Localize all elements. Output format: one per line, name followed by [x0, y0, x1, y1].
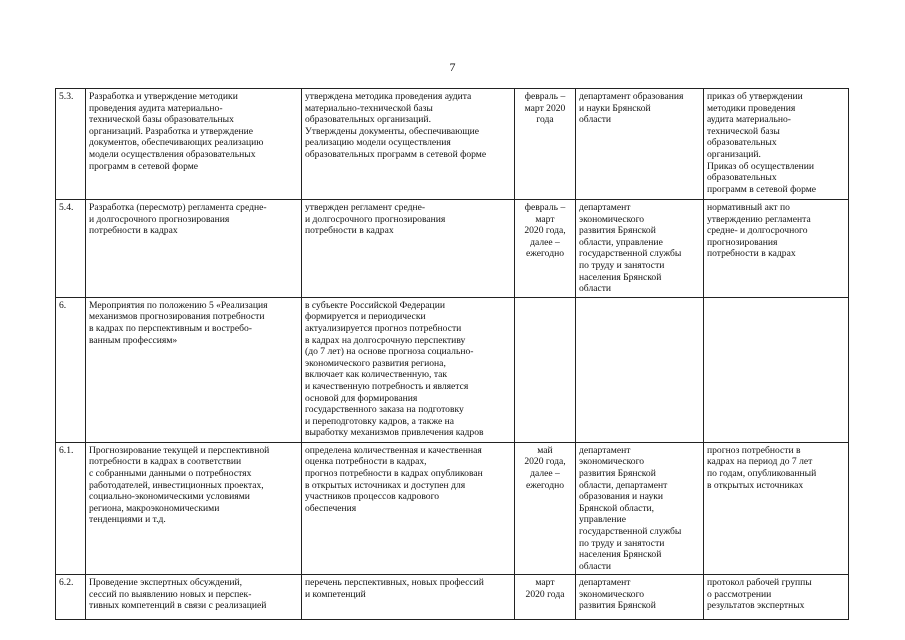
item-number-cell: 6.1. — [56, 442, 86, 575]
cell-text-line: государственной службы — [579, 525, 682, 537]
table-row — [56, 575, 849, 620]
cell-text-line: выработку механизмов привлечения кадров — [305, 427, 484, 439]
cell-text-line: области — [579, 283, 612, 295]
executor-cell — [576, 200, 704, 298]
term-cell — [515, 575, 576, 620]
cell-text-line: и переподготовку кадров, а также на — [305, 415, 455, 427]
cell-text-line: нормативный акт по — [707, 202, 790, 213]
item-number-cell: 5.4. — [56, 200, 86, 298]
cell-text-line: протокол рабочей группы — [707, 577, 812, 589]
cell-text-line: в открытых источниках и доступен для — [305, 479, 466, 491]
table-row — [56, 89, 849, 200]
cell-text-line: образования и науки — [579, 491, 664, 503]
cell-text-line: ежегодно — [525, 248, 565, 260]
cell-text-line: потребности в кадрах — [89, 225, 178, 237]
cell-text-line: государственной службы — [579, 248, 682, 260]
cell-text-line: в кадрах по перспективным и востребо- — [89, 322, 252, 334]
cell-text-line: тенденциями и т.д. — [89, 514, 166, 526]
cell-text-line: ванным профессиям» — [89, 334, 178, 346]
cell-text-line: актуализируется прогноз потребности — [305, 322, 462, 334]
term-cell — [515, 200, 576, 298]
cell-text-line: утверждению регламента — [707, 213, 811, 225]
cell-text-line: развития Брянской — [579, 225, 656, 237]
cell-text-line: результатов экспертных — [707, 600, 805, 612]
cell-text-line: модели осуществления образовательных — [89, 148, 256, 160]
cell-text-line: области — [579, 114, 612, 126]
document-cell — [704, 442, 849, 575]
term-cell — [515, 442, 576, 575]
cell-text-line: образовательных организаций. — [305, 114, 431, 126]
cell-text-line: проведения аудита материально- — [89, 102, 223, 114]
cell-text-line: Проведение экспертных обсуждений, — [89, 577, 243, 589]
executor-cell — [576, 89, 704, 200]
cell-text-line: прогноз потребности в — [707, 444, 801, 456]
page-number: 7 — [449, 60, 456, 74]
cell-text-line: управление — [579, 514, 626, 526]
cell-text-line: (до 7 лет) на основе прогноза социально- — [305, 346, 474, 358]
item-number-cell: 5.3. — [56, 89, 86, 200]
cell-text-line: образовательных — [707, 172, 777, 184]
cell-text-line: с собранными данными о потребностях — [89, 467, 252, 479]
cell-text-line: и долгосрочного прогнозирования — [305, 213, 446, 225]
cell-text-line: тивных компетенций в связи с реализацией — [89, 600, 267, 612]
cell-text-line: основой для формирования — [305, 392, 418, 404]
cell-text-line: приказ об утверждении — [707, 91, 803, 102]
cell-text-line: март — [535, 213, 555, 225]
cell-text-line: Утверждены документы, обеспечивающие — [305, 125, 480, 137]
executor-cell — [576, 442, 704, 575]
cell-text-line: технической базы — [707, 125, 780, 137]
cell-text-line: программ в сетевой форме — [707, 183, 817, 195]
cell-text-line: Мероприятия по положению 5 «Реализация — [89, 299, 268, 311]
cell-text-line: март 2020 — [524, 102, 566, 114]
cell-text-line: Разработка и утверждение методики — [89, 91, 238, 102]
cell-text-line: утвержден регламент средне- — [305, 202, 426, 213]
result-cell — [302, 442, 515, 575]
cell-text-line: в субъекте Российской Федерации — [305, 299, 445, 311]
cell-text-line: экономического — [579, 456, 645, 468]
cell-text-line: Прогнозирование текущей и перспективной — [89, 444, 270, 456]
cell-text-line: далее – — [530, 467, 560, 479]
cell-text-line: Брянской области, — [579, 502, 655, 514]
cell-text-line: документов, обеспечивающих реализацию — [89, 137, 264, 149]
cell-text-line: Приказ об осуществлении — [707, 160, 815, 172]
cell-text-line: экономического — [579, 588, 645, 600]
cell-text-line: экономического — [579, 213, 645, 225]
cell-text-line: департамент — [579, 444, 631, 456]
cell-text-line: участников процессов кадрового — [305, 491, 440, 503]
cell-text-line: по труду и занятости — [579, 537, 665, 549]
result-cell — [302, 89, 515, 200]
item-number-cell: 6.2. — [56, 575, 86, 620]
cell-text-line: и компетенций — [305, 588, 366, 600]
cell-text-line: 2020 года — [525, 588, 565, 600]
cell-text-line: аудита материально- — [707, 114, 791, 126]
cell-text-line: реализацию модели осуществления — [305, 137, 451, 149]
cell-text-line: материально-технической базы — [305, 102, 433, 114]
table-row — [56, 200, 849, 298]
cell-text-line: утверждена методика проведения аудита — [305, 91, 472, 102]
plan-table — [55, 88, 849, 620]
cell-text-line: май — [537, 444, 553, 456]
cell-text-line: февраль – — [524, 202, 566, 213]
document-cell — [704, 575, 849, 620]
cell-text-line: потребности в кадрах в соответствии — [89, 456, 242, 468]
cell-text-line: работодателей, инвестиционных проектах, — [89, 479, 264, 491]
cell-text-line: социально-экономическими условиями — [89, 491, 250, 503]
cell-text-line: обеспечения — [305, 502, 357, 514]
cell-text-line: в открытых источниках — [707, 479, 804, 491]
cell-text-line: потребности в кадрах — [707, 248, 796, 260]
cell-text-line: и науки Брянской — [579, 102, 651, 114]
activity-cell — [86, 89, 302, 200]
cell-text-line: по труду и занятости — [579, 259, 665, 271]
cell-text-line: государственного заказа на подготовку — [305, 404, 464, 416]
document-cell — [704, 297, 849, 442]
result-cell — [302, 297, 515, 442]
table-row — [56, 442, 849, 575]
cell-text-line: механизмов прогнозирования потребности — [89, 311, 265, 323]
cell-text-line: ежегодно — [525, 479, 565, 491]
cell-text-line: о рассмотрении — [707, 588, 772, 600]
cell-text-line: оценка потребности в кадрах, — [305, 456, 427, 468]
document-cell — [704, 89, 849, 200]
activity-cell — [86, 442, 302, 575]
cell-text-line: области — [579, 560, 612, 572]
cell-text-line: методики проведения — [707, 102, 796, 114]
cell-text-line: развития Брянской — [579, 600, 656, 612]
cell-text-line: департамент — [579, 577, 631, 589]
result-cell — [302, 575, 515, 620]
cell-text-line: Разработка (пересмотр) регламента средне- — [89, 202, 267, 213]
cell-text-line: населения Брянской — [579, 271, 662, 283]
cell-text-line: области, департамент — [579, 479, 668, 491]
result-cell — [302, 200, 515, 298]
cell-text-line: включает как количественную, так — [305, 369, 448, 381]
activity-cell — [86, 200, 302, 298]
cell-text-line: март — [535, 577, 555, 589]
cell-text-line: организаций. — [707, 148, 761, 160]
executor-cell — [576, 575, 704, 620]
cell-text-line: формируется и периодически — [305, 311, 426, 323]
table-row — [56, 297, 849, 442]
cell-text-line: в кадрах на долгосрочную перспективу — [305, 334, 466, 346]
cell-text-line: 2020 года, — [524, 456, 566, 468]
cell-text-line: кадрах на период до 7 лет — [707, 456, 813, 468]
cell-text-line: департамент — [579, 202, 631, 213]
cell-text-line: и качественную потребность и является — [305, 380, 469, 392]
item-number-cell: 6. — [56, 297, 86, 442]
cell-text-line: образовательных — [707, 137, 777, 149]
cell-text-line: технической базы образовательных — [89, 114, 234, 126]
executor-cell — [576, 297, 704, 442]
document-cell — [704, 200, 849, 298]
cell-text-line: области, управление — [579, 236, 663, 248]
cell-text-line: по годам, опубликованный — [707, 467, 817, 479]
cell-text-line: развития Брянской — [579, 467, 656, 479]
cell-text-line: определена количественная и качественная — [305, 444, 482, 456]
plan-table-body — [56, 89, 849, 620]
cell-text-line: далее – — [530, 236, 560, 248]
cell-text-line: образовательных программ в сетевой форме — [305, 148, 487, 160]
cell-text-line: и долгосрочного прогнозирования — [89, 213, 230, 225]
cell-text-line: департамент образования — [579, 91, 684, 102]
cell-text-line: программ в сетевой форме — [89, 160, 199, 172]
cell-text-line: организаций. Разработка и утверждение — [89, 125, 254, 137]
term-cell — [515, 297, 576, 442]
cell-text-line: экономического развития региона, — [305, 357, 446, 369]
cell-text-line: региона, макроэкономическими — [89, 502, 220, 514]
activity-cell — [86, 575, 302, 620]
cell-text-line: сессий по выявлению новых и перспек- — [89, 588, 252, 600]
cell-text-line: года — [536, 114, 554, 126]
cell-text-line: средне- и долгосрочного — [707, 225, 808, 237]
cell-text-line: 2020 года, — [524, 225, 566, 237]
cell-text-line: перечень перспективных, новых профессий — [305, 577, 484, 589]
cell-text-line: прогноз потребности в кадрах опубликован — [305, 467, 483, 479]
cell-text-line: февраль – — [524, 91, 566, 102]
cell-text-line: прогнозирования — [707, 236, 778, 248]
cell-text-line: потребности в кадрах — [305, 225, 394, 237]
term-cell — [515, 89, 576, 200]
activity-cell — [86, 297, 302, 442]
cell-text-line: населения Брянской — [579, 549, 662, 561]
